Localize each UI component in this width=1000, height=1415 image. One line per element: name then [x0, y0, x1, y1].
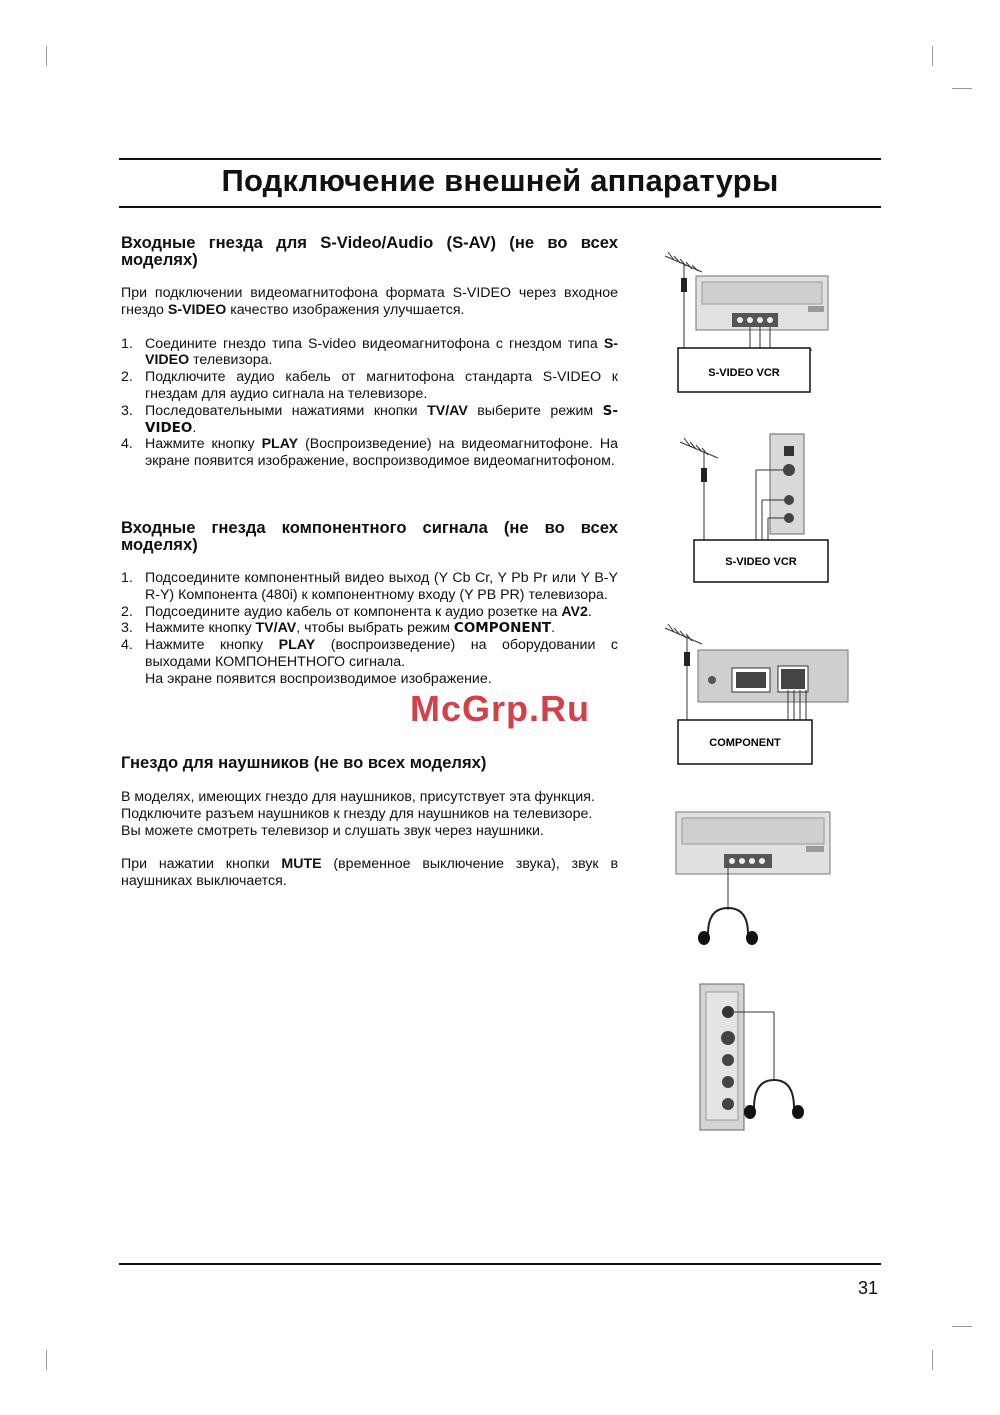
step-text: Соедините гнездо типа S-video видеомагнитофона с гнездом типа — [145, 335, 604, 352]
list-item — [121, 436, 618, 470]
step-text-line2: На экране появится воспроизводимое изображение. — [145, 670, 492, 687]
list-item — [121, 620, 618, 637]
svideo-vcr-diagram-1 — [660, 248, 840, 400]
component-steps — [121, 570, 618, 688]
list-item — [121, 604, 618, 621]
headphone-p1: В моделях, имеющих гнездо для наушников, присутствует эта функция. — [121, 789, 595, 805]
page-number: 31 — [857, 1278, 878, 1298]
title-bottom-rule — [119, 206, 881, 208]
step-bold: PLAY — [278, 637, 316, 654]
step-text: Нажмите кнопку — [145, 620, 256, 637]
list-item — [121, 369, 618, 403]
watermark: McGrp.Ru — [410, 688, 591, 729]
fig1-label: S-VIDEO VCR — [708, 367, 780, 379]
list-item — [121, 403, 618, 437]
step-text-end: (Воспроизведение) на видеомагнитофоне. На экране появится изображение, воспроизводимое видеомагнитофоном. — [145, 436, 618, 470]
headphone-p3: Вы можете смотреть телевизор и слушать звук через наушники. — [121, 822, 544, 839]
step-number: 4. — [121, 436, 133, 453]
svideo-intro — [121, 285, 618, 319]
step-number: 4. — [121, 637, 133, 654]
step-number: 1. — [121, 335, 133, 352]
headphone-p2: Подключите разъем наушников к гнезду для наушников на телевизоре. — [121, 805, 593, 822]
crop-mark — [952, 1326, 972, 1327]
headphone-side-diagram — [698, 982, 818, 1132]
crop-mark — [932, 1350, 933, 1370]
headphone-p4 — [121, 856, 618, 890]
step-bold: S-VIDEO — [145, 335, 618, 369]
step-text: Подключите аудио кабель от магнитофона стандарта S-VIDEO к гнездам для аудио сигнала на телевизоре. — [145, 369, 618, 402]
page-title: Подключение внешней аппаратуры — [221, 163, 779, 198]
step-number: 2. — [121, 369, 133, 386]
step-text: Подсоедините компонентный видео выход (Y Cb Cr, Y Pb Pr или Y B-Y R-Y) Компонента (480i) к компонентному входу (Y PB PR) телевизора. — [145, 570, 618, 603]
step-number: 3. — [121, 620, 133, 637]
step-number: 1. — [121, 570, 133, 586]
headphone-p4-text-end: (временное выключение звука), звук в наушниках выключается. — [121, 856, 618, 890]
svideo-section — [121, 234, 618, 470]
svideo-intro-bold: S-VIDEO — [167, 301, 227, 318]
step-text: Нажмите кнопку — [145, 637, 279, 654]
component-diagram — [660, 620, 854, 772]
svideo-steps — [121, 336, 618, 470]
step-bold: AV2 — [561, 603, 588, 620]
svideo-vcr-diagram-2 — [676, 432, 836, 588]
step-bold: PLAY — [261, 436, 299, 453]
footer-rule — [119, 1263, 881, 1265]
component-heading: Входные гнезда компонентного сигнала (не во всех моделях) — [121, 518, 618, 554]
list-item — [121, 570, 618, 604]
step-mode: S-VIDEO — [145, 402, 618, 436]
crop-mark — [932, 46, 933, 66]
step-text-mid: выберите режим — [467, 402, 603, 419]
step-mode: COMPONENT — [453, 620, 552, 637]
headphone-section — [121, 754, 618, 890]
svideo-intro-text: При подключении видеомагнитофона формата S-VIDEO через входное гнездо — [121, 285, 618, 318]
step-text-end: . — [551, 620, 556, 637]
svideo-intro-text-end: качество изображения улучшается. — [226, 301, 465, 318]
step-text-end: . — [587, 603, 592, 620]
step-text: Последовательными нажатиями кнопки — [145, 402, 428, 419]
mute-bold: MUTE — [281, 856, 322, 873]
component-section — [121, 519, 618, 688]
headphone-front-diagram — [674, 810, 834, 950]
step-bold: TV/AV — [427, 402, 468, 419]
fig3-label: COMPONENT — [709, 737, 781, 749]
crop-mark — [952, 88, 972, 89]
step-text-mid: , чтобы выбрать режим — [296, 620, 454, 637]
step-number: 2. — [121, 603, 133, 620]
title-top-rule — [119, 158, 881, 160]
fig2-label: S-VIDEO VCR — [725, 556, 797, 568]
step-text-end: телевизора. — [189, 352, 273, 369]
crop-mark — [46, 1350, 47, 1370]
headphone-heading: Гнездо для наушников (не во всех моделях) — [121, 753, 487, 772]
step-text-end: (воспроизведение) на оборудовании с выходами КОМПОНЕНТНОГО сигнала. — [145, 637, 618, 670]
step-bold: TV/AV — [255, 620, 297, 637]
step-text: Нажмите кнопку — [145, 436, 262, 453]
svideo-heading: Входные гнезда для S-Video/Audio (S-AV) (не во всех моделях) — [121, 233, 618, 269]
list-item — [121, 336, 618, 370]
step-text-end: . — [192, 419, 197, 436]
list-item — [121, 637, 618, 687]
crop-mark — [46, 46, 47, 66]
step-number: 3. — [121, 402, 133, 419]
step-text: Подсоедините аудио кабель от компонента к аудио розетке на — [145, 603, 562, 620]
headphone-p4-text: При нажатии кнопки — [121, 856, 282, 873]
